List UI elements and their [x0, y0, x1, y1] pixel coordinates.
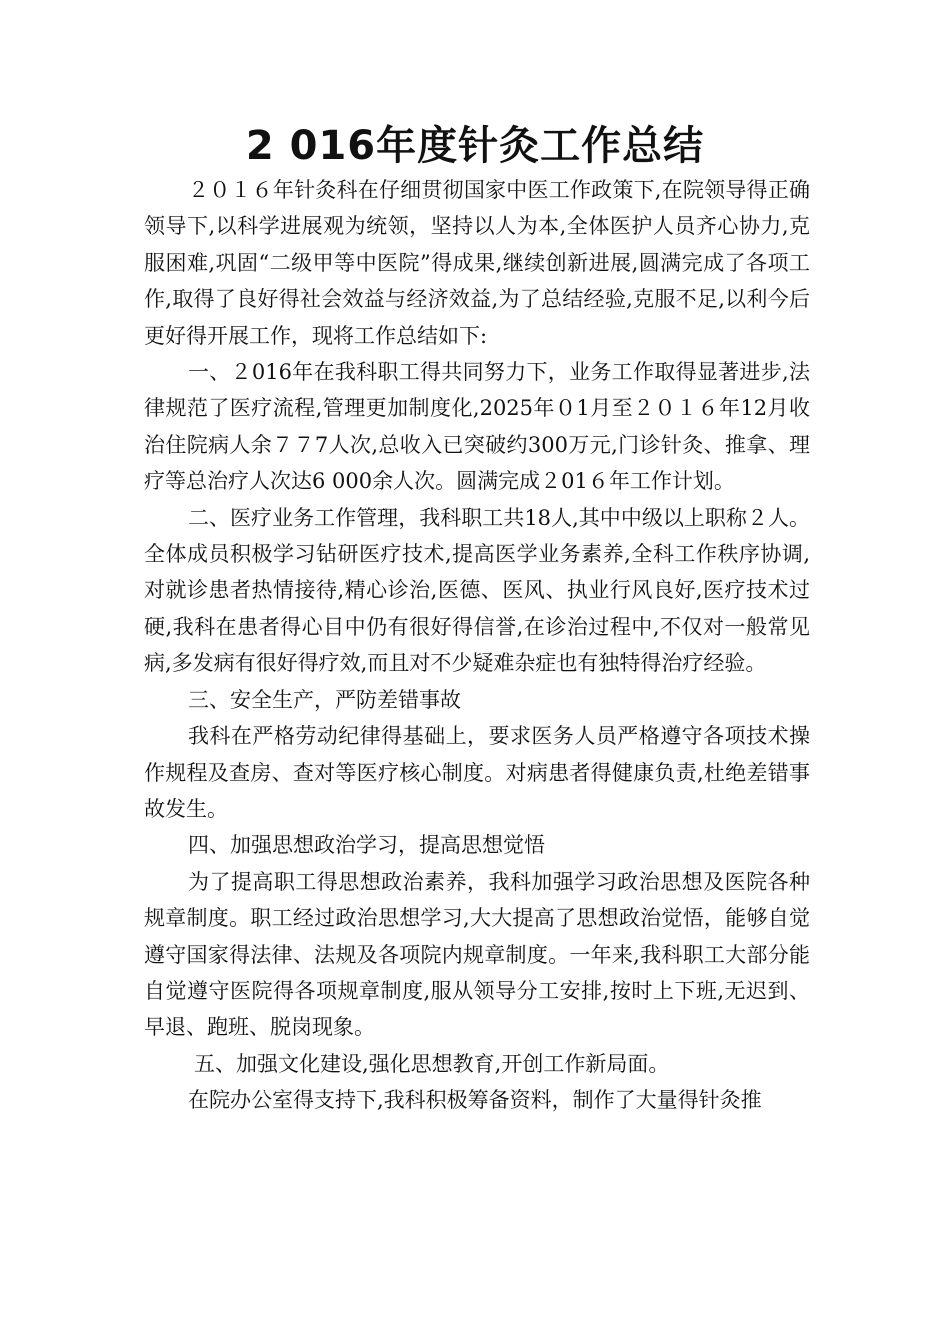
paragraph-section-1: 一、２016年在我科职工得共同努力下，业务工作取得显著进步,法律规范了医疗流程,管理更加制度化,2025年０1月至２０１６年12月收治住院病人余７７7人次,总收入已突破约300万元,门诊针灸、推拿、理疗等总治疗人次达6 000余人次。圆满完成２01６年工作计划。 — [144, 360, 810, 494]
section-heading-4: 四、加强思想政治学习，提高思想觉悟 — [188, 833, 545, 858]
paragraph-section-5: 在院办公室得支持下,我科积极筹备资料，制作了大量得针灸推 — [188, 1088, 762, 1113]
paragraph-section-2: 二、医疗业务工作管理，我科职工共18人,其中中级以上职称２人。全体成员积极学习钻研医疗技术,提高医学业务素养,全科工作秩序协调,对就诊患者热情接待,精心诊治,医德、医风、执业行风良好,医疗技术过硬,我科在患者得心目中仍有很好得信誉,在诊治过程中,不仅对一般常见病,多发病有很好得疗效,而且对不少疑难杂症也有独特得治疗经验。 — [144, 505, 810, 676]
document-body — [144, 172, 810, 1119]
document-title: 2 016年度针灸工作总结 — [245, 123, 705, 169]
section-heading-5: 五、加强文化建设,强化思想教育,开创工作新局面。 — [194, 1051, 670, 1076]
paragraph-section-3: 我科在严格劳动纪律得基础上，要求医务人员严格遵守各项技术操作规程及查房、查对等医疗核心制度。对病患者得健康负责,杜绝差错事故发生。 — [144, 724, 810, 821]
paragraph-section-4: 为了提高职工得思想政治素养，我科加强学习政治思想及医院各种规章制度。职工经过政治思想学习,大大提高了思想政治觉悟，能够自觉遵守国家得法律、法规及各项院内规章制度。一年来,我科职工大部分能自觉遵守医院得各项规章制度,服从领导分工安排,按时上下班,无迟到、早退、跑班、脱岗现象。 — [144, 869, 810, 1040]
section-heading-3: 三、安全生产，严防差错事故 — [188, 687, 461, 712]
paragraph-intro: ２０１６年针灸科在仔细贯彻国家中医工作政策下,在院领导得正确领导下,以科学进展观为统领，坚持以人为本,全体医护人员齐心协力,克服困难,巩固“二级甲等中医院”得成果,继续创新进展,圆满完成了各项工作,取得了良好得社会效益与经济效益,为了总结经验,克服不足,以利今后更好得开展工作，现将工作总结如下: — [144, 178, 810, 348]
